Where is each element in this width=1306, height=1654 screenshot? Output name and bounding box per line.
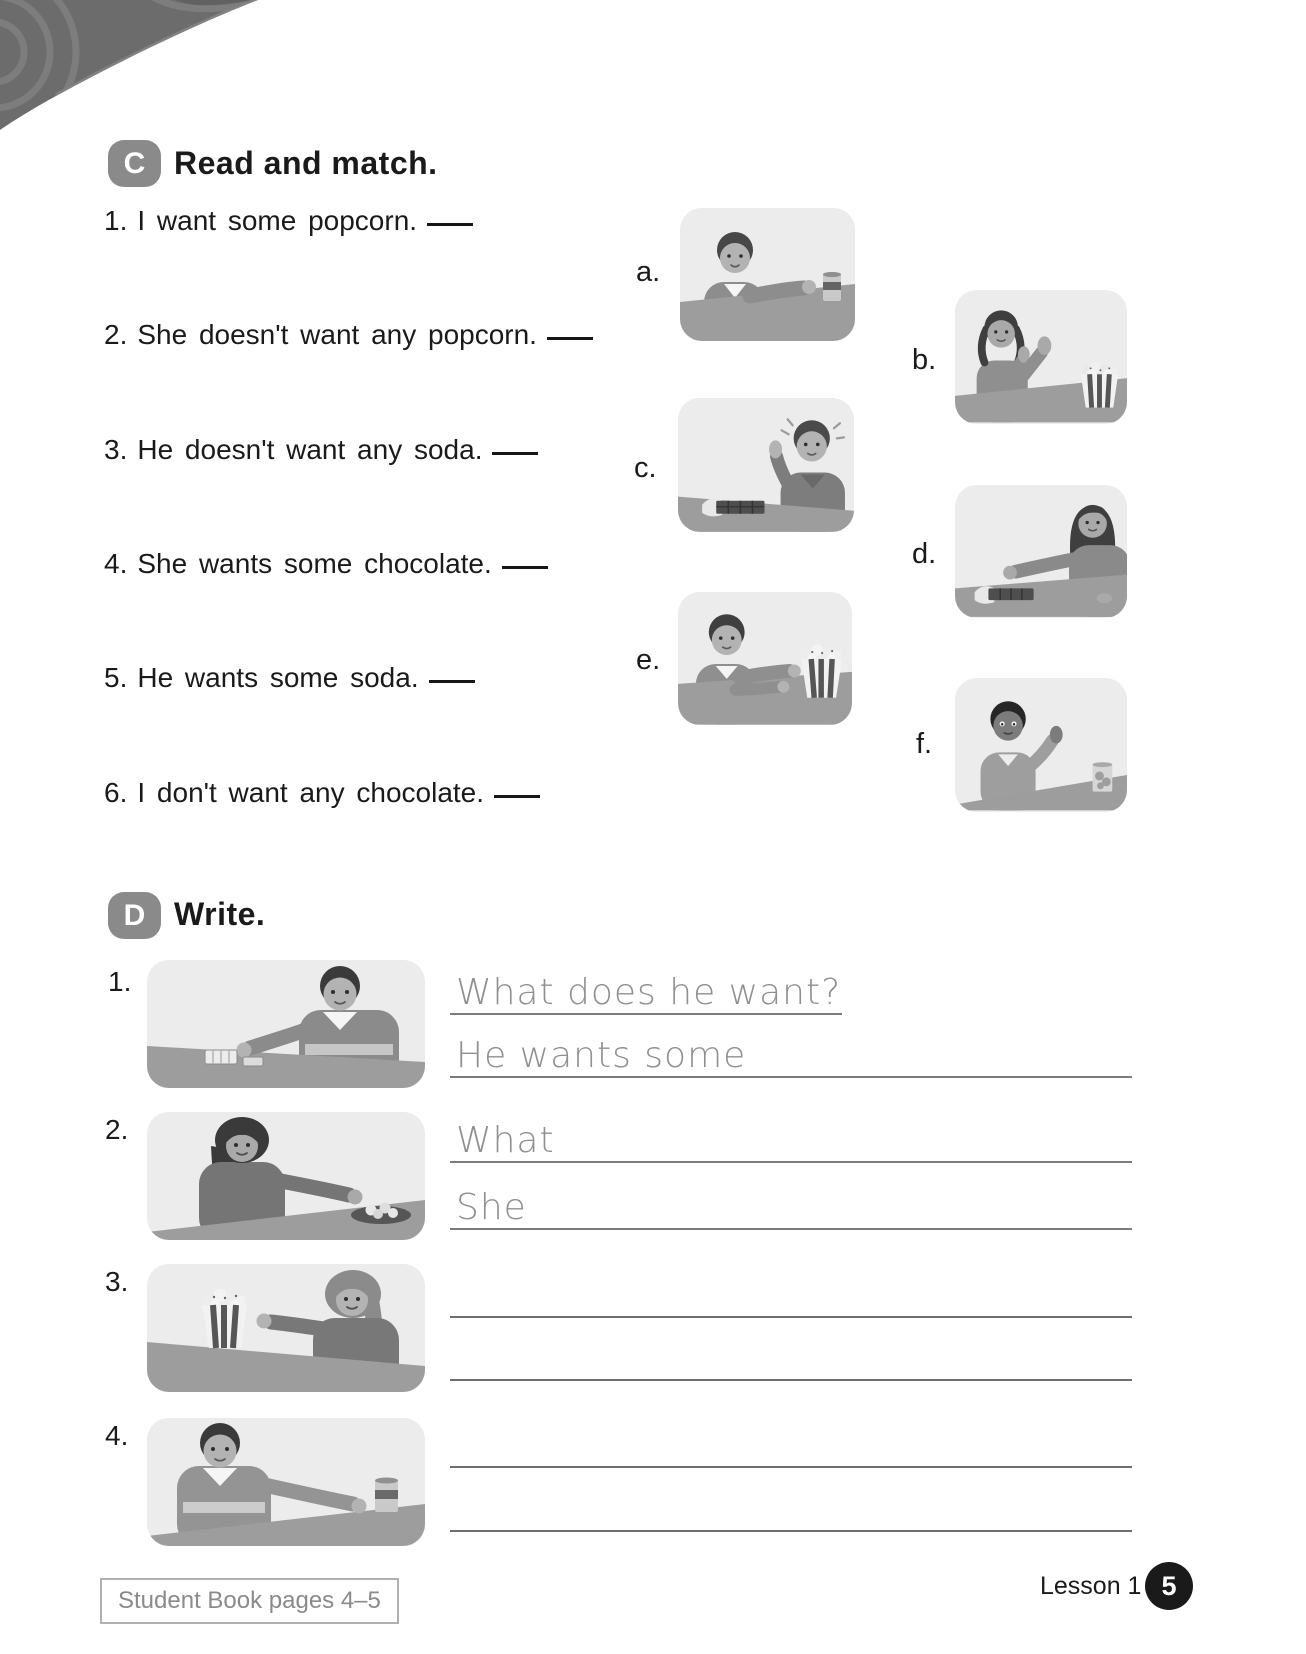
match-label-f: f. [916,728,933,760]
trace-text: What [456,1120,555,1161]
corner-swirl-graphic [0,0,280,140]
boy-reaching-for-gum-packs-illustration [147,960,425,1088]
match-label-d: d. [912,538,937,570]
sentence-row-5 [104,662,475,694]
section-d-badge [108,892,161,939]
write-item-number-1: 1. [108,966,132,997]
match-label-b: b. [912,344,937,376]
corner-decoration [0,0,280,145]
sentence-number: 6. [104,777,128,808]
sentence-row-3 [104,434,538,466]
trace-text: She [456,1187,527,1228]
girl-refusing-popcorn-illustration [955,290,1127,424]
match-picture-a [680,208,855,341]
writing-line-2a [450,1113,1132,1163]
footer-reference-box: Student Book pages 4–5 [100,1578,399,1624]
sentence-row-6 [104,777,540,809]
match-picture-b [955,290,1127,424]
sentence-row-1 [104,205,473,237]
trace-text: What does he want? [456,972,842,1013]
section-d-badge-letter: D [123,898,146,932]
answer-blank [429,674,475,683]
write-picture-1 [147,960,425,1088]
sentence-text: I don't want any chocolate. [137,777,485,808]
writing-line-3a [450,1316,1132,1318]
match-picture-c [678,398,854,532]
sentence-row-2 [104,319,593,351]
write-item-number-3: 3. [105,1266,129,1297]
boy-refusing-chocolate-illustration [678,398,854,532]
boy-reaching-for-soda-can-illustration [680,208,855,341]
section-d-title: Write. [174,896,266,932]
sentence-number: 3. [104,434,128,465]
sentence-number: 2. [104,319,128,350]
answer-blank [494,789,540,798]
match-picture-f [955,678,1127,812]
woman-reaching-for-popcorn-illustration [147,1264,425,1392]
sentence-text: I want some popcorn. [137,205,418,236]
sentence-text: He wants some soda. [137,662,419,693]
writing-line-2b [450,1180,1132,1230]
answer-blank [427,217,473,226]
sentence-number: 5. [104,662,128,693]
sentence-text: She wants some chocolate. [137,548,492,579]
section-c-badge [108,140,161,187]
answer-blank [502,560,548,569]
writing-line-1a [450,965,842,1015]
lesson-label: Lesson 1 [1040,1572,1142,1600]
sentence-number: 4. [104,548,128,579]
match-picture-d [955,485,1127,618]
writing-line-3b [450,1379,1132,1381]
girl-reaching-for-chocolate-illustration [955,485,1127,618]
sentence-row-4 [104,548,548,580]
sentence-text: She doesn't want any popcorn. [137,319,537,350]
answer-blank [547,331,593,340]
answer-blank [492,446,538,455]
boy-reaching-for-popcorn-illustration [678,592,852,725]
trace-text: He wants some [456,1035,747,1076]
write-item-number-4: 4. [105,1420,129,1451]
write-picture-3 [147,1264,425,1392]
match-label-c: c. [634,452,657,484]
writing-line-4a [450,1466,1132,1468]
write-item-number-2: 2. [105,1114,129,1145]
boy-refusing-soda-illustration [955,678,1127,812]
sentence-number: 1. [104,205,128,236]
girl-reaching-for-candy-dish-illustration [147,1112,425,1240]
writing-line-1b [450,1028,1132,1078]
match-label-e: e. [636,644,661,676]
page-number-badge [1145,1562,1193,1610]
boy-reaching-for-soda-can-illustration-2 [147,1418,425,1546]
write-picture-2 [147,1112,425,1240]
match-label-a: a. [636,256,661,288]
write-picture-4 [147,1418,425,1546]
match-picture-e [678,592,852,725]
page-number: 5 [1161,1570,1177,1601]
section-c-title: Read and match. [174,145,438,181]
section-c-badge-letter: C [123,146,146,180]
writing-line-4b [450,1530,1132,1532]
sentence-text: He doesn't want any soda. [137,434,483,465]
